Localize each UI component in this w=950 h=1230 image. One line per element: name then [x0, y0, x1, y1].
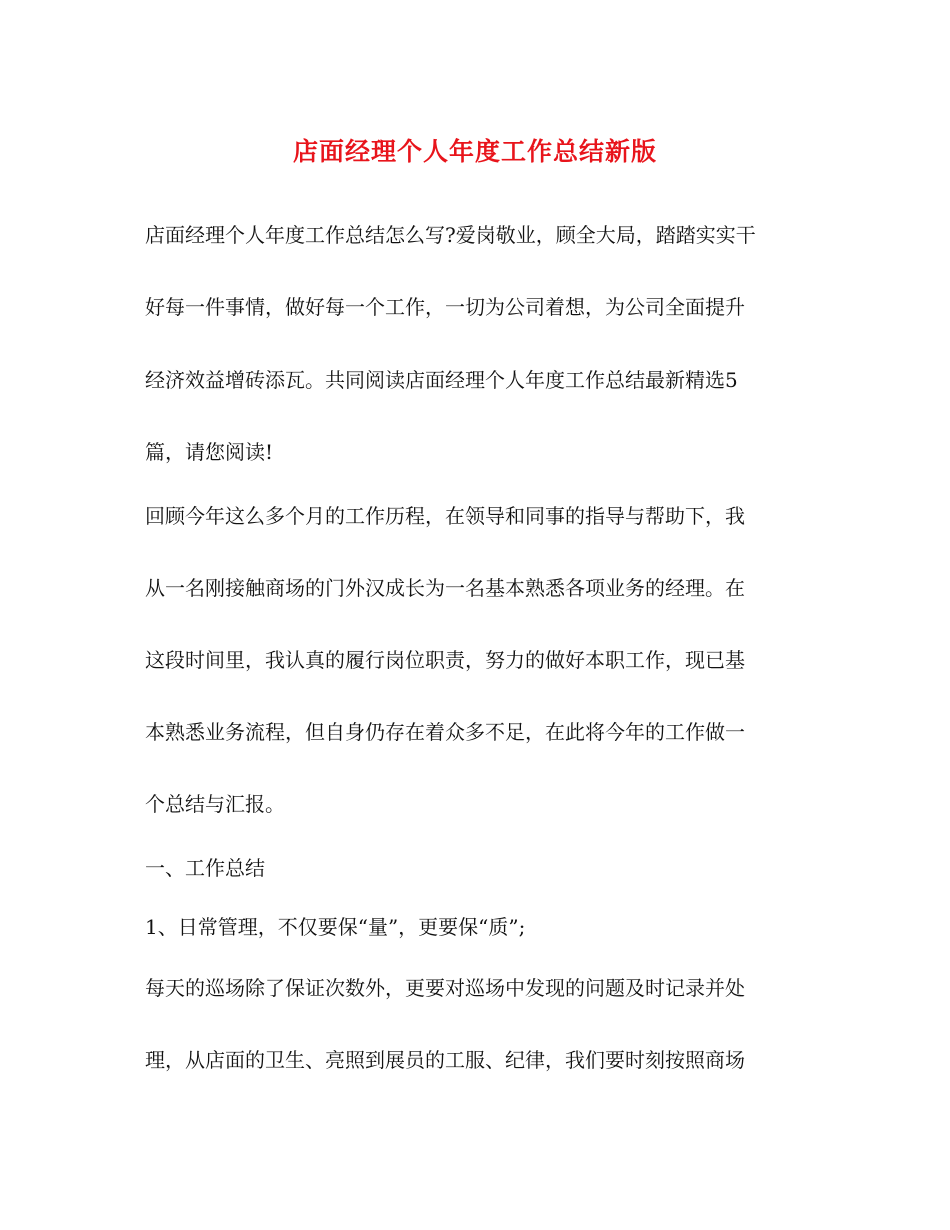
- paragraph-line: 个总结与汇报。: [145, 792, 285, 816]
- paragraph-line: 每天的巡场除了保证次数外，更要对巡场中发现的问题及时记录并处: [145, 976, 745, 1000]
- document-title: 店面经理个人年度工作总结新版: [292, 137, 657, 166]
- subsection-heading: 1、日常管理，不仅要保“量”，更要保“质”;: [145, 915, 526, 939]
- section-heading: 一、工作总结: [145, 856, 265, 880]
- paragraph-line: 篇，请您阅读!: [145, 440, 274, 464]
- paragraph-line: 本熟悉业务流程，但自身仍存在着众多不足，在此将今年的工作做一: [145, 720, 745, 744]
- paragraph-line: 这段时间里，我认真的履行岗位职责，努力的做好本职工作，现已基: [145, 648, 745, 672]
- paragraph-line: 理，从店面的卫生、亮照到展员的工服、纪律，我们要时刻按照商场: [145, 1048, 745, 1072]
- paragraph-line: 经济效益增砖添瓦。共同阅读店面经理个人年度工作总结最新精选5: [145, 368, 738, 392]
- paragraph-line: 好每一件事情，做好每一个工作，一切为公司着想，为公司全面提升: [145, 295, 745, 319]
- paragraph-line: 回顾今年这么多个月的工作历程，在领导和同事的指导与帮助下，我: [145, 504, 745, 528]
- paragraph-line: 店面经理个人年度工作总结怎么写?爱岗敬业，顾全大局，踏踏实实干: [145, 223, 756, 247]
- paragraph-line: 从一名刚接触商场的门外汉成长为一名基本熟悉各项业务的经理。在: [145, 576, 745, 600]
